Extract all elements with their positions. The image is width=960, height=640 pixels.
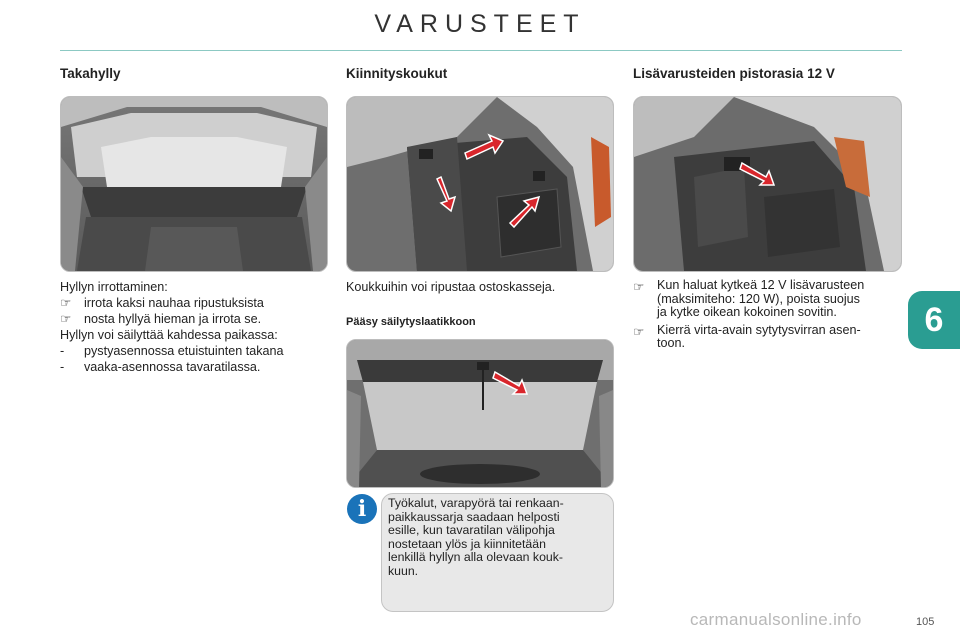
dash-marker: -	[60, 360, 65, 374]
list-item: ☞ irrota kaksi nauhaa ripustuksista	[60, 296, 264, 310]
page-title: VARUSTEET	[374, 10, 586, 38]
list-item: ☞ Kierrä virta-avain sytytysvirran asen- toon.	[633, 322, 861, 350]
hand-pointer-icon: ☞	[633, 324, 645, 339]
list-item: - vaaka-asennossa tavaratilassa.	[60, 360, 261, 374]
section-title-kiinnityskoukut: Kiinnityskoukut	[346, 66, 448, 81]
list-item: ☞ nosta hyllyä hieman ja irrota se.	[60, 312, 262, 326]
info-text: Työkalut, varapyörä tai renkaan- paikkaussarja saadaan helposti esille, kun tavaratilan välipohja nostetaan ylös ja kiinnitetään lenkillä hyllyn alla olevaan kouk- kuun.	[388, 496, 564, 578]
section-title-paasy: Pääsy säilytyslaatikkoon	[346, 316, 476, 328]
pistorasia-text	[633, 279, 901, 351]
photo-12v-socket	[633, 96, 902, 272]
takahylly-line: Hyllyn irrottaminen:	[60, 280, 168, 294]
hand-pointer-icon: ☞	[633, 280, 645, 294]
takahylly-text	[60, 279, 328, 375]
dash-marker: -	[60, 344, 65, 358]
header-rule	[60, 50, 902, 51]
kiinnityskoukut-text: Koukkuihin voi ripustaa ostoskasseja.	[346, 280, 556, 294]
page-number: 105	[916, 616, 935, 628]
watermark: carmanualsonline.info	[690, 610, 862, 629]
section-title-pistorasia: Lisävarusteiden pistorasia 12 V	[633, 66, 835, 81]
photo-rear-shelf	[60, 96, 328, 272]
hand-pointer-icon: ☞	[60, 296, 72, 310]
section-title-takahylly: Takahylly	[60, 66, 121, 81]
list-item: ☞ Kun haluat kytkeä 12 V lisävarusteen (maksimiteho: 120 W), poista suojus ja kytke oikean kokoinen sovitin.	[633, 278, 865, 319]
hand-pointer-icon: ☞	[60, 312, 72, 326]
chapter-tab: 6	[908, 291, 960, 349]
list-item: - pystyasennossa etuistuinten takana	[60, 344, 284, 358]
info-icon: i	[347, 494, 377, 524]
photo-hooks	[346, 96, 614, 272]
photo-storage-access	[346, 339, 614, 488]
takahylly-line: Hyllyn voi säilyttää kahdessa paikassa:	[60, 328, 278, 342]
